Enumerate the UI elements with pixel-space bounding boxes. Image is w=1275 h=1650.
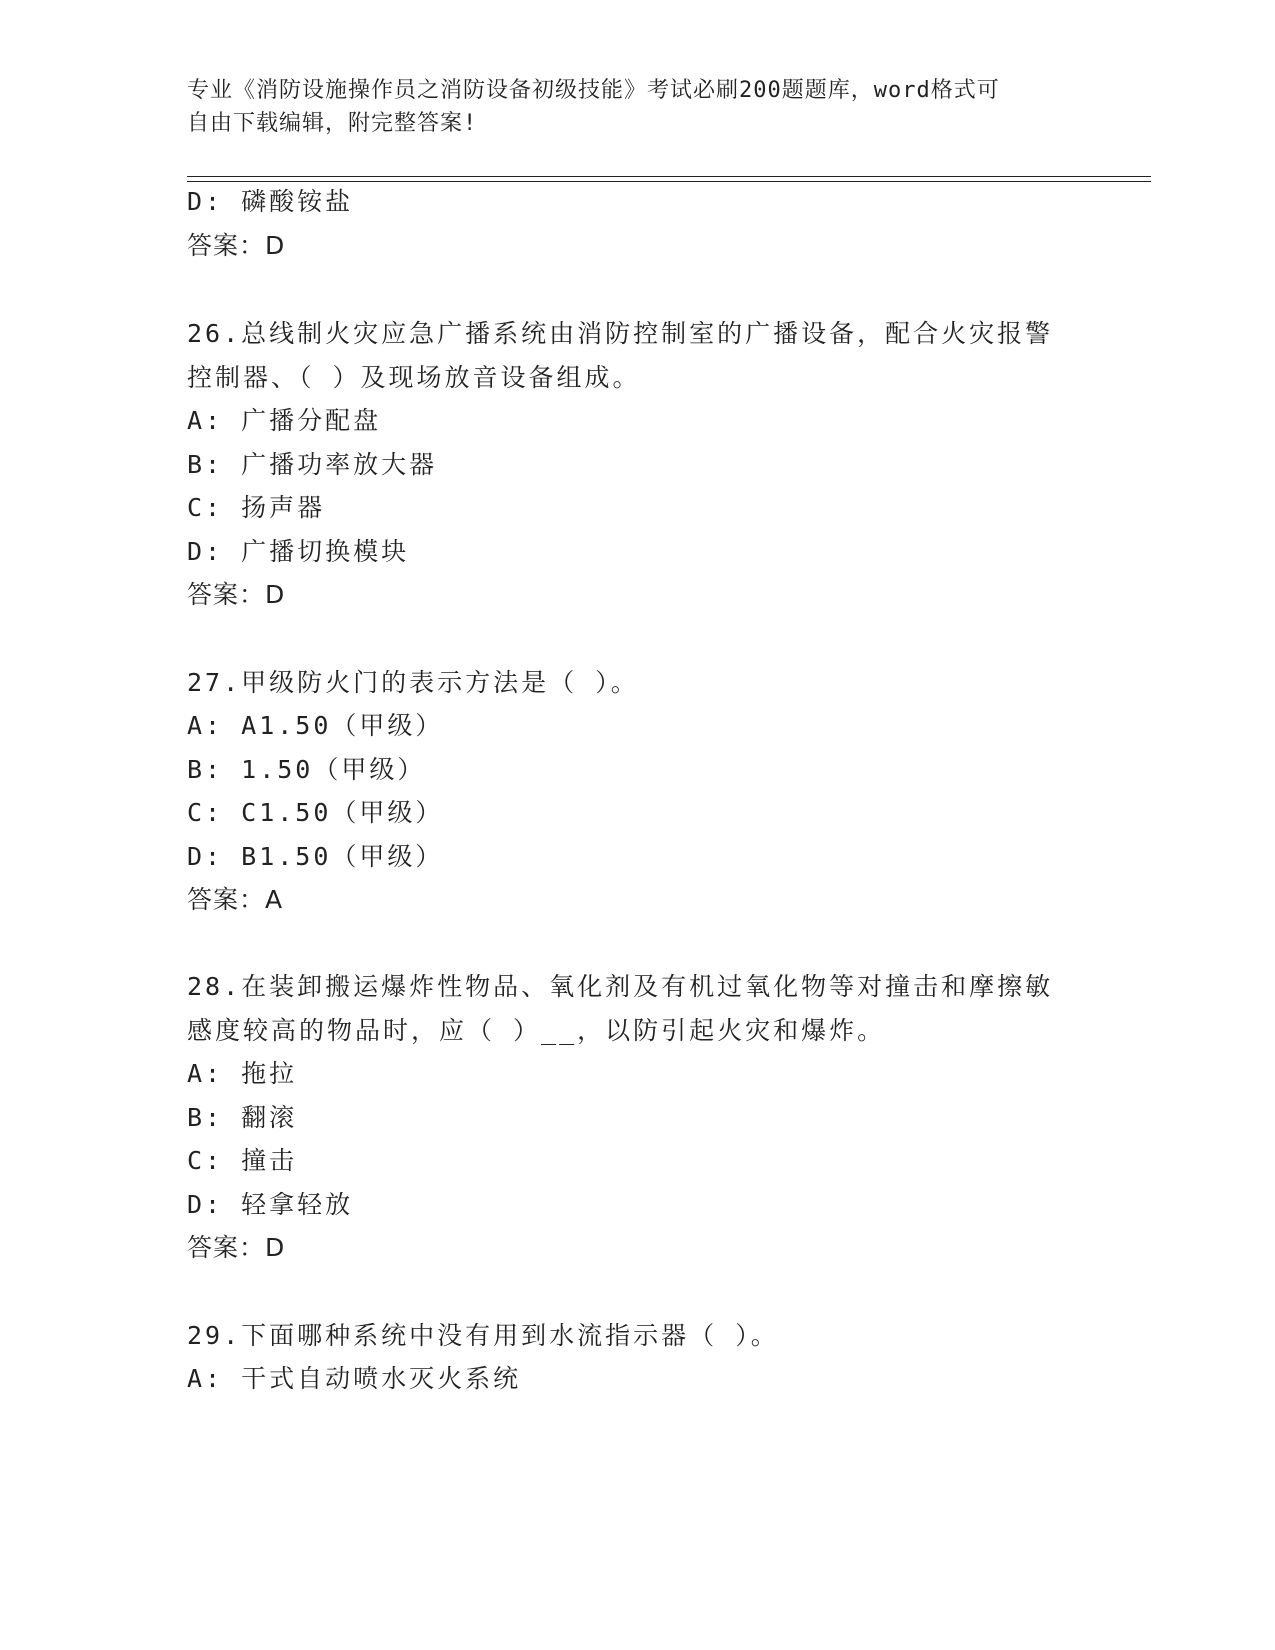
q26-answer: 答案：D (187, 580, 286, 609)
q27-option-b: B: 1.50（甲级） (187, 755, 426, 784)
q28-option-b: B: 翻滚 (187, 1103, 298, 1132)
q28-stem-line-2: 感度较高的物品时，应（ ）__，以防引起火灾和爆炸。 (187, 1016, 886, 1045)
q26-option-c: C: 扬声器 (187, 493, 326, 522)
q28-option-c: C: 撞击 (187, 1146, 298, 1175)
header-title-line-2: 自由下载编辑，附完整答案! (187, 111, 478, 136)
q29-stem: 29.下面哪种系统中没有用到水流指示器（ ）。 (187, 1321, 779, 1350)
q29-option-a: A: 干式自动喷水灭火系统 (187, 1364, 522, 1393)
q26-stem-line-1: 26.总线制火灾应急广播系统由消防控制室的广播设备，配合火灾报警 (187, 319, 1054, 348)
q28-answer: 答案：D (187, 1233, 286, 1262)
q27-stem: 27.甲级防火门的表示方法是（ ）。 (187, 668, 639, 697)
page-header (187, 74, 1067, 140)
q28-stem-line-1: 28.在装卸搬运爆炸性物品、氧化剂及有机过氧化物等对撞击和摩擦敏 (187, 972, 1054, 1001)
prev-question-answer: 答案：D (187, 231, 286, 260)
prev-question-option-d: D: 磷酸铵盐 (187, 187, 354, 216)
q26-stem-line-2: 控制器、（ ）及现场放音设备组成。 (187, 363, 641, 392)
q27-option-c: C: C1.50（甲级） (187, 798, 444, 827)
q26-option-a: A: 广播分配盘 (187, 406, 382, 435)
q27-option-a: A: A1.50（甲级） (187, 711, 444, 740)
q28-option-d: D: 轻拿轻放 (187, 1190, 354, 1219)
q28-option-a: A: 拖拉 (187, 1059, 298, 1088)
header-title-line-1: 专业《消防设施操作员之消防设备初级技能》考试必刷200题题库，word格式可 (187, 78, 1000, 103)
q27-option-d: D: B1.50（甲级） (187, 842, 444, 871)
q26-option-b: B: 广播功率放大器 (187, 450, 438, 479)
header-divider-top (187, 176, 1151, 177)
header-divider-bottom (187, 181, 1151, 182)
q26-option-d: D: 广播切换模块 (187, 537, 410, 566)
q27-answer: 答案：A (187, 885, 284, 914)
